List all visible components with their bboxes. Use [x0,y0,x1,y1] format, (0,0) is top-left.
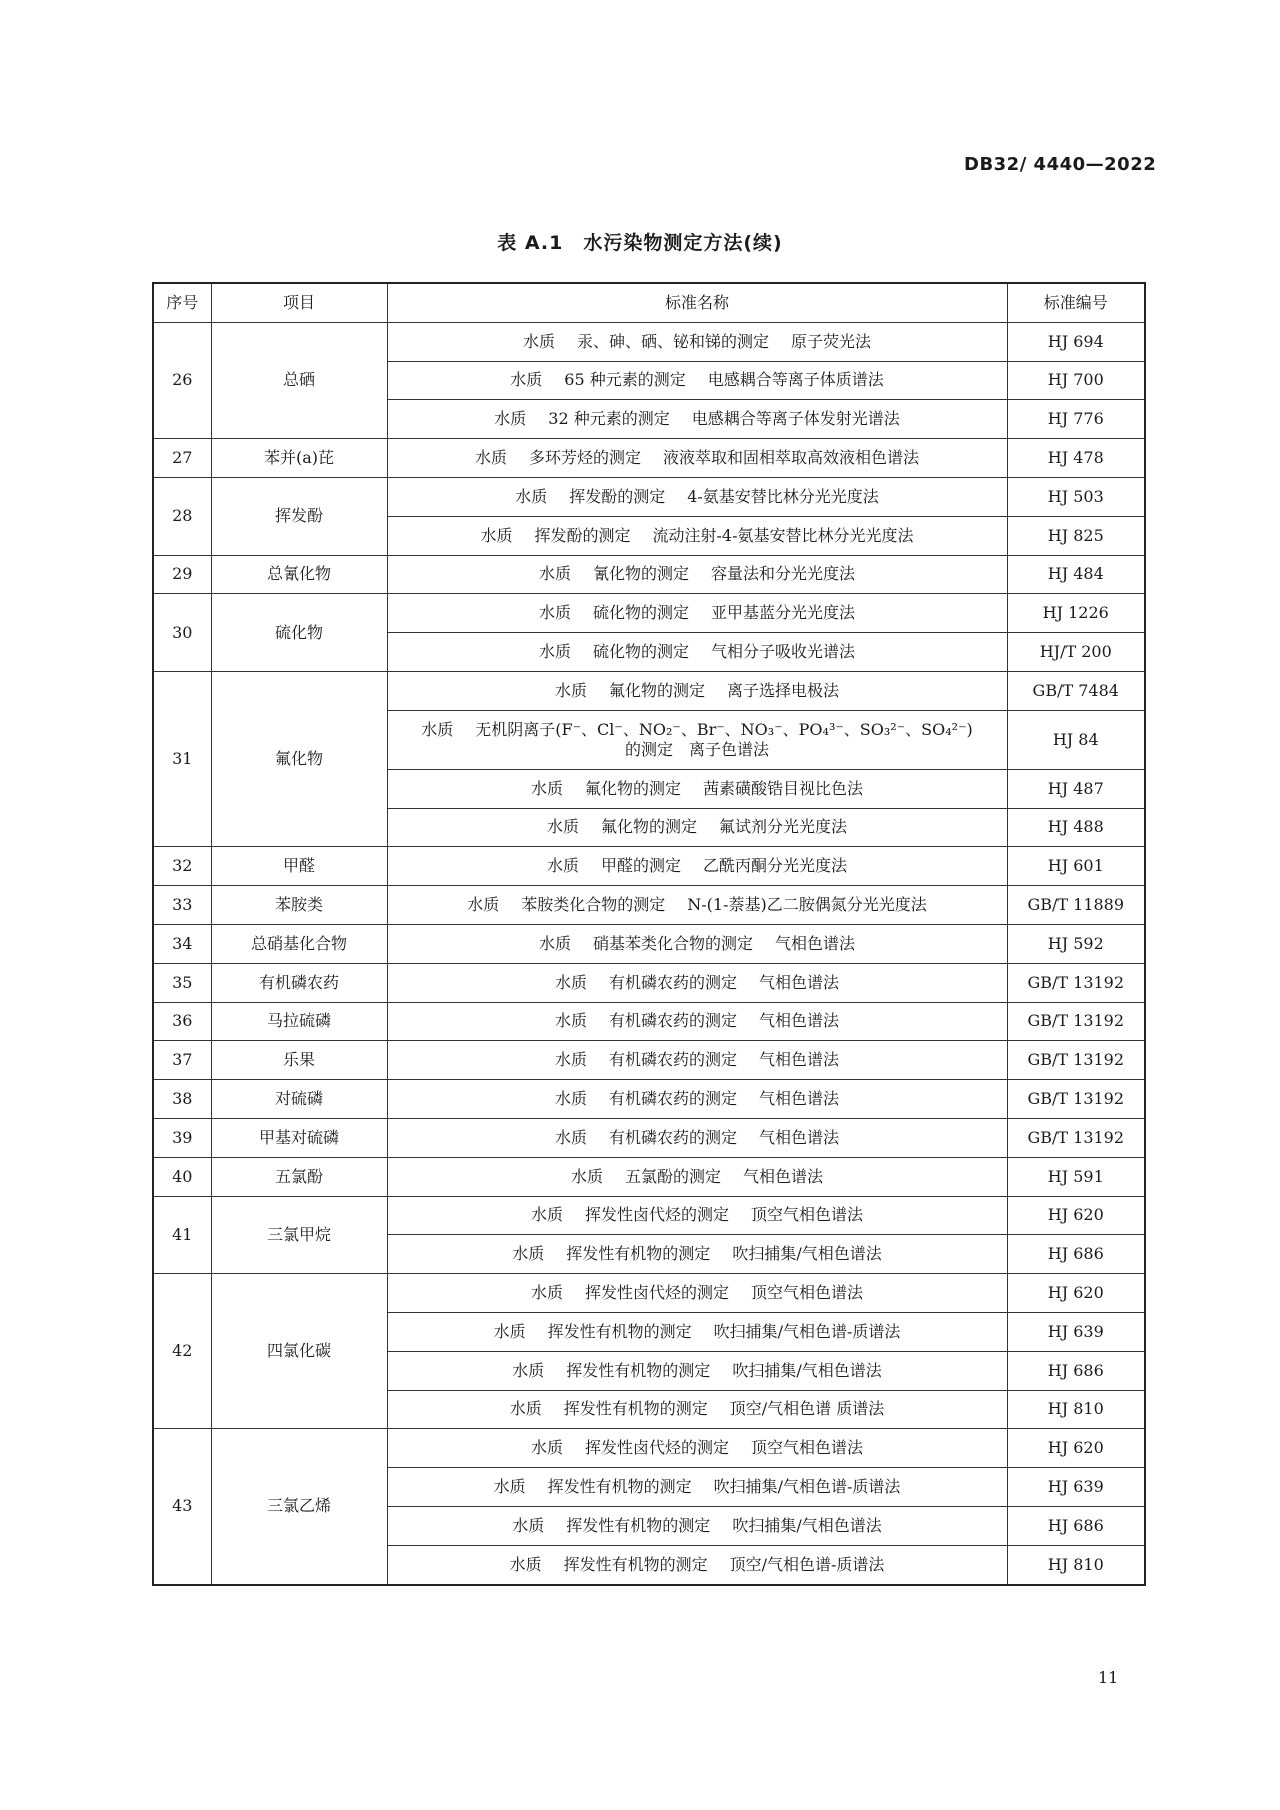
cell-standard-name [387,847,1007,886]
cell-standard-code: HJ 686 [1007,1506,1145,1545]
cell-standard-name [387,1196,1007,1235]
standard-name-prefix: 水质 [538,642,571,662]
standard-name-subject: 挥发性有机物的测定 [563,1399,708,1419]
cell-item: 五氯酚 [211,1157,387,1196]
cell-standard-name [387,477,1007,516]
standard-name-prefix: 水质 [538,603,571,623]
cell-serial-no: 34 [153,924,211,963]
cell-standard-name [387,1545,1007,1584]
cell-standard-code: HJ 620 [1007,1274,1145,1313]
cell-standard-name [387,924,1007,963]
standard-name-prefix: 水质 [538,933,571,953]
cell-item: 总硒 [211,322,387,438]
standard-name-method: 顶空气相色谱法 [751,1205,864,1225]
cell-item: 挥发酚 [211,477,387,555]
cell-standard-code: HJ 620 [1007,1196,1145,1235]
standard-name-method: 吹扫捕集/气相色谱法 [732,1244,882,1264]
cell-serial-no: 37 [153,1041,211,1080]
cell-standard-code: HJ/T 200 [1007,633,1145,672]
standard-name-line-2: 的测定 离子色谱法 [624,739,769,759]
standard-name-method: 顶空气相色谱法 [751,1283,864,1303]
table-row [153,1157,1145,1196]
cell-standard-code: HJ 700 [1007,361,1145,400]
cell-serial-no: 31 [153,671,211,846]
cell-standard-name [387,633,1007,672]
cell-standard-name [387,1080,1007,1119]
table-title-label: 表 A.1 [497,232,564,254]
table-row [153,671,1145,710]
cell-standard-name [387,555,1007,594]
standard-name-subject: 有机磷农药的测定 [608,972,737,992]
cell-standard-code: GB/T 13192 [1007,1041,1145,1080]
standard-name-prefix: 水质 [512,1244,545,1264]
standard-name-subject: 挥发性有机物的测定 [566,1360,711,1380]
standard-name-method: 气相色谱法 [759,972,840,992]
cell-item: 苯并(a)芘 [211,439,387,478]
cell-standard-name [387,808,1007,847]
standard-name-subject: 硫化物的测定 [592,642,689,662]
standard-name-subject: 有机磷农药的测定 [608,1011,737,1031]
cell-item: 总硝基化合物 [211,924,387,963]
cell-standard-code: GB/T 13192 [1007,1118,1145,1157]
cell-standard-name [387,963,1007,1002]
standard-name-prefix: 水质 [522,331,555,351]
table-title [0,228,1280,255]
cell-serial-no: 41 [153,1196,211,1274]
cell-standard-code: HJ 601 [1007,847,1145,886]
table-row [153,886,1145,925]
table-row [153,963,1145,1002]
standard-name-subject: 挥发酚的测定 [569,486,666,506]
standard-name-subject: 氟化物的测定 [600,817,697,837]
cell-serial-no: 27 [153,439,211,478]
cell-item: 马拉硫磷 [211,1002,387,1041]
standard-name-subject: 硫化物的测定 [592,603,689,623]
cell-standard-code: HJ 639 [1007,1468,1145,1507]
standard-name-method: 原子荧光法 [791,331,872,351]
standard-name-prefix: 水质 [554,680,587,700]
standard-name-prefix: 水质 [530,1205,563,1225]
cell-standard-name [387,361,1007,400]
standard-name-method: 气相色谱法 [775,933,856,953]
header-standard-name: 标准名称 [387,283,1007,322]
cell-serial-no: 43 [153,1429,211,1585]
standard-name-prefix: 水质 [512,1515,545,1535]
table-title-text: 水污染物测定方法(续) [583,232,783,254]
standard-name-subject: 汞、砷、硒、铋和锑的测定 [576,331,769,351]
table-row [153,847,1145,886]
cell-serial-no: 30 [153,594,211,672]
standard-name-method: 顶空气相色谱法 [751,1438,864,1458]
table-row [153,1196,1145,1235]
standard-name-method: 容量法和分光光度法 [711,564,856,584]
standard-name-method: 流动注射-4-氨基安替比林分光光度法 [652,525,914,545]
standard-name-prefix: 水质 [493,1321,526,1341]
cell-item: 乐果 [211,1041,387,1080]
standard-name-method: 4-氨基安替比林分光光度法 [687,486,879,506]
cell-standard-name [387,1312,1007,1351]
standard-name-subject: 65 种元素的测定 [564,370,686,390]
table-row [153,1274,1145,1313]
cell-item: 硫化物 [211,594,387,672]
cell-standard-code: GB/T 11889 [1007,886,1145,925]
cell-standard-code: GB/T 13192 [1007,1080,1145,1119]
standard-name-subject: 挥发性卤代烃的测定 [584,1205,729,1225]
standard-name-method: 顶空/气相色谱 质谱法 [729,1399,885,1419]
standard-name-prefix: 水质 [509,1399,542,1419]
standard-name-method: 吹扫捕集/气相色谱法 [732,1515,882,1535]
standard-name-subject: 挥发性有机物的测定 [566,1515,711,1535]
cell-serial-no: 42 [153,1274,211,1429]
cell-standard-name [387,769,1007,808]
cell-standard-code: HJ 825 [1007,516,1145,555]
standard-name-prefix: 水质 [494,409,527,429]
standard-name-method: 乙酰丙酮分光光度法 [703,856,848,876]
standard-name-subject: 有机磷农药的测定 [608,1089,737,1109]
page-number: 11 [1098,1668,1119,1687]
header-standard-code: 标准编号 [1007,283,1145,322]
standard-name-method: 气相色谱法 [743,1166,824,1186]
table-row [153,439,1145,478]
table-row [153,1002,1145,1041]
cell-standard-name [387,1041,1007,1080]
standard-name-method: 茜素磺酸锆目视比色法 [703,778,864,798]
standard-name-prefix: 水质 [554,1127,587,1147]
table-row [153,594,1145,633]
cell-standard-name [387,1002,1007,1041]
cell-item: 甲醛 [211,847,387,886]
standard-name-subject: 硝基苯类化合物的测定 [592,933,753,953]
cell-standard-code: HJ 810 [1007,1545,1145,1584]
cell-standard-name [387,1390,1007,1429]
cell-standard-name [387,322,1007,361]
standard-name-prefix: 水质 [554,972,587,992]
cell-standard-name [387,1118,1007,1157]
cell-standard-code: HJ 488 [1007,808,1145,847]
cell-item: 四氯化碳 [211,1274,387,1429]
cell-standard-name [387,400,1007,439]
cell-standard-name [387,516,1007,555]
standard-name-subject: 有机磷农药的测定 [608,1127,737,1147]
cell-standard-name [387,439,1007,478]
standard-name-subject: 氟化物的测定 [608,680,705,700]
cell-standard-name [387,886,1007,925]
cell-standard-code: HJ 503 [1007,477,1145,516]
cell-serial-no: 26 [153,322,211,438]
standard-name-method: 氟试剂分光光度法 [719,817,848,837]
table-row [153,477,1145,516]
table-row [153,1429,1145,1468]
table-row [153,1080,1145,1119]
standard-name-method: 气相色谱法 [759,1127,840,1147]
standard-name-method: 气相分子吸收光谱法 [711,642,856,662]
standard-name-prefix: 水质 [510,370,543,390]
header-item: 项目 [211,283,387,322]
cell-serial-no: 38 [153,1080,211,1119]
standard-name-subject: 挥发性有机物的测定 [547,1321,692,1341]
standard-name-prefix: 水质 [546,817,579,837]
standard-name-method: 亚甲基蓝分光光度法 [711,603,856,623]
standard-name-method: 吹扫捕集/气相色谱-质谱法 [713,1321,901,1341]
standard-name-method: 离子选择电极法 [727,680,840,700]
cell-standard-code: HJ 686 [1007,1235,1145,1274]
cell-item: 甲基对硫磷 [211,1118,387,1157]
standard-name-prefix: 水质 [530,1438,563,1458]
standard-name-subject: 氰化物的测定 [592,564,689,584]
standard-name-method: 电感耦合等离子体质谱法 [707,370,884,390]
cell-item: 有机磷农药 [211,963,387,1002]
header-no: 序号 [153,283,211,322]
standard-name-prefix: 水质 [421,719,454,739]
cell-standard-name [387,1157,1007,1196]
standard-name-prefix: 水质 [546,856,579,876]
standard-name-prefix: 水质 [554,1050,587,1070]
cell-standard-name [387,594,1007,633]
standard-name-prefix: 水质 [554,1011,587,1031]
document-code: DB32/ 4440—2022 [964,154,1157,175]
table-body [153,322,1145,1584]
cell-serial-no: 40 [153,1157,211,1196]
standard-name-prefix: 水质 [493,1477,526,1496]
standard-name-subject: 氟化物的测定 [584,778,681,798]
cell-standard-code: HJ 591 [1007,1157,1145,1196]
standard-name-subject: 挥发性有机物的测定 [563,1554,708,1574]
standard-name-subject: 挥发性有机物的测定 [566,1244,711,1264]
cell-item: 三氯乙烯 [211,1429,387,1585]
cell-standard-code: HJ 487 [1007,769,1145,808]
standard-name-prefix: 水质 [538,564,571,584]
cell-standard-code: HJ 620 [1007,1429,1145,1468]
cell-standard-code: HJ 639 [1007,1312,1145,1351]
standard-name-subject: 苯胺类化合物的测定 [521,895,666,915]
cell-serial-no: 29 [153,555,211,594]
cell-standard-code: GB/T 7484 [1007,671,1145,710]
cell-serial-no: 33 [153,886,211,925]
standard-name-method: 吹扫捕集/气相色谱法 [732,1360,882,1380]
cell-serial-no: 28 [153,477,211,555]
standard-name-method: 液液萃取和固相萃取高效液相色谱法 [663,448,920,468]
cell-standard-code: HJ 694 [1007,322,1145,361]
standard-name-subject: 挥发酚的测定 [534,525,631,545]
standard-name-prefix: 水质 [480,525,513,545]
cell-standard-name [387,1235,1007,1274]
standard-name-subject: 32 种元素的测定 [548,409,670,429]
standard-name-subject: 挥发性卤代烃的测定 [584,1438,729,1458]
cell-standard-code: HJ 1226 [1007,594,1145,633]
table-row [153,924,1145,963]
standard-name-subject: 甲醛的测定 [600,856,681,876]
cell-standard-code: HJ 776 [1007,400,1145,439]
cell-serial-no: 32 [153,847,211,886]
cell-standard-name [387,671,1007,710]
cell-standard-code: HJ 484 [1007,555,1145,594]
standard-name-prefix: 水质 [515,486,548,506]
standard-name-prefix: 水质 [530,1283,563,1303]
standard-name-subject: 挥发性有机物的测定 [547,1477,692,1496]
standard-name-prefix: 水质 [509,1554,542,1574]
cell-standard-code: GB/T 13192 [1007,1002,1145,1041]
cell-standard-code: HJ 478 [1007,439,1145,478]
table-header-row [153,283,1145,322]
cell-item: 苯胺类 [211,886,387,925]
cell-standard-name [387,1429,1007,1468]
cell-standard-name [387,1506,1007,1545]
standard-name-subject: 五氯酚的测定 [624,1166,721,1186]
table-row [153,322,1145,361]
table-row [153,1041,1145,1080]
standard-name-prefix: 水质 [570,1166,603,1186]
standard-name-subject: 有机磷农药的测定 [608,1050,737,1070]
standard-name-subject: 多环芳烃的测定 [528,448,641,468]
cell-standard-code: HJ 84 [1007,710,1145,769]
cell-serial-no: 36 [153,1002,211,1041]
standard-name-method: 顶空/气相色谱-质谱法 [729,1554,885,1574]
cell-standard-code: HJ 810 [1007,1390,1145,1429]
standard-name-method: 气相色谱法 [759,1050,840,1070]
cell-standard-code: HJ 592 [1007,924,1145,963]
standard-name-subject: 挥发性卤代烃的测定 [584,1283,729,1303]
cell-item: 对硫磷 [211,1080,387,1119]
cell-standard-code: GB/T 13192 [1007,963,1145,1002]
standard-name-prefix: 水质 [467,895,500,915]
standard-name-method: 吹扫捕集/气相色谱-质谱法 [713,1477,901,1496]
cell-standard-name [387,1274,1007,1313]
table-row [153,1118,1145,1157]
cell-standard-name [387,1468,1007,1507]
cell-item: 氟化物 [211,671,387,846]
standard-name-prefix: 水质 [474,448,507,468]
cell-standard-code: HJ 686 [1007,1351,1145,1390]
standard-name-prefix: 水质 [512,1360,545,1380]
cell-standard-name [387,710,1007,769]
cell-item: 三氯甲烷 [211,1196,387,1274]
standard-name-method: 气相色谱法 [759,1089,840,1109]
cell-standard-name [387,1351,1007,1390]
standard-name-method: N-(1-萘基)乙二胺偶氮分光光度法 [687,895,927,915]
cell-serial-no: 35 [153,963,211,1002]
standard-name-prefix: 水质 [530,778,563,798]
standard-name-prefix: 水质 [554,1089,587,1109]
standard-name-method: 电感耦合等离子体发射光谱法 [691,409,900,429]
pollutant-method-table [152,282,1146,1586]
standard-name-subject: 无机阴离子(F⁻、Cl⁻、NO₂⁻、Br⁻、NO₃⁻、PO₄³⁻、SO₃²⁻、SO₄²⁻) [475,719,973,739]
cell-item: 总氰化物 [211,555,387,594]
standard-name-method: 气相色谱法 [759,1011,840,1031]
standard-name-line-1 [392,720,1003,740]
table-row [153,555,1145,594]
cell-serial-no: 39 [153,1118,211,1157]
